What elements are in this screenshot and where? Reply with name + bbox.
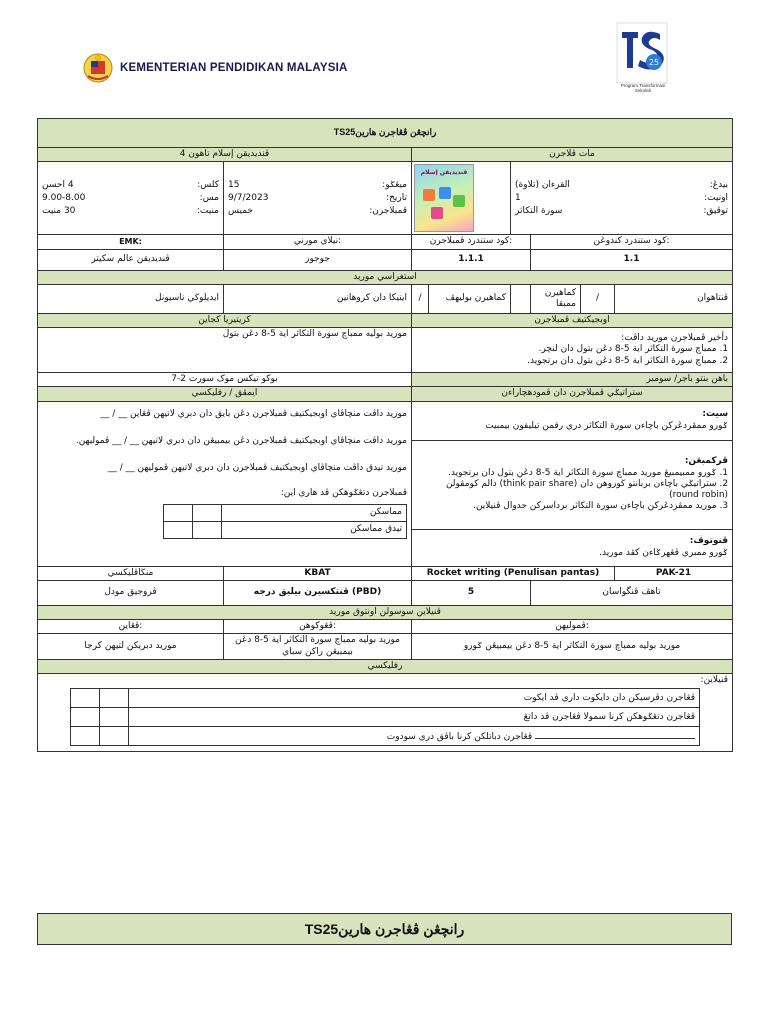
set-induction: سيت: ݢورو ممڤردڠركن باچاءن سورة التكاثر دري رقمن تيليفون بيمبيت [412,401,733,440]
footer-title-table [37,913,732,945]
ministry-header [82,52,348,84]
infusion-row: ايديلوڬي ناسيونل ايتيكا دان كروهانين / كماهيرن بوليهڤ كماهيرن ممبقا / ڤنتاهوان [38,284,733,313]
levels-header: ڤنيلاين سوسولن اونتوق مورید [38,605,733,619]
nilai-value: جوجور [224,249,412,270]
development-steps: ڤركمبڠن: 1. ݢورو ممبيمبيڠ مورید ممباچ سورة التكاثر اية 5-8 دڠن بتول دان برتجويد. 2. ستراتيݢي باچاءن بربانتو ڬوروهن دان (think pair share) دالم كومڤولن (round robin) 3. مورید ممڤردڠركن باچاءن سورة التكاثر برداسركن جدوال ڤنيلاين. [412,440,733,529]
reflection-header: رفليكسي [38,659,733,673]
section-title: مات ڤلاجرن [412,148,733,162]
date-info: ميڠݢو: 15 تاريخ: 9/7/2023 ڤمبلاجرن: خميس [224,162,412,235]
textbook-cover [412,162,511,235]
logo-caption: Program Transformasi Sekolah [620,83,666,93]
objectives-header: اوبجيكتيف ڤمبلاجرن [412,313,733,327]
bbm-value: بوكو تيكس موک سورت 2-7 [38,373,412,387]
level-label-1: ڤموليهن: [412,620,733,634]
page-title: TS25رانچڠن ڤڠاجرن هارين [38,119,733,148]
sp-label: كود ستندرد ڤمبلاجرن: [412,235,531,249]
reflection-table: ڤڠاجرن دڤرسيكن دان دايكوت داري ڤد ايكوت ڤڠاجرن دتڠݢوهكن كرنا سمولا ڤڠاجرن ڤد داتڠ ڤڠاجرن دباتلكن كرنا باڤق دري سودوت [70,688,700,746]
closure: ڤنوتوڤ: ݢورو ممبري ڤڠهرݢاءن كڤد مورید. [412,529,733,566]
pbd-value: ڤروجيق مودل [38,580,224,605]
bbm-label: باهن بنتو باجر/ سومبر [412,373,733,387]
strategy-header: ستراتيݢي ڤمبلاجرن دان ڤمودهچاراءن [412,387,733,401]
criteria-text: مورید بوليه ممباچ سورة التكاثر اية 5-8 دڠن بتول [38,328,412,373]
lesson-plan-table [37,118,733,752]
objectives-list: دأخير ڤمبلاجرن مورید داڤت: 1. ممباچ سورة التكاثر اية 5-8 دڠن بتول دان لنچر. 2. ممباچ سورة التكاثر اية 5-8 دڠن بتول دان برتجويد. [412,328,733,373]
sp-value: 1.1.1 [412,249,531,270]
tp-value: 5 [412,580,531,605]
class-info: کلس: 4 احسن مس: 9.00-8.00 منيت: 30 منيت [38,162,224,235]
emk-value: ڤنديديقن عالم سكيتر [38,249,224,270]
impact-cell: مورید داڤت منچاڤاي اوبجيكتيف ڤمبلاجرن دڠن بايق دان دبري لاتيهن ڤڠاين __ / __ مورید داڤت منچاڤاي اوبجيكتيف ڤمبلاجرن دڠن بيمبيڠن دان دبري لاتيهن __ / __ ڤموليهن. مورید تيدق داڤت منچاڤاي اوبجيكتيف ڤمبلاجرن دان دبري لاتيهن ڤموليهن __ / __ ڤمبلاجرن دتڠݢوهكن ڤد هاري اين: مماسكن تيدق مماسكن [38,401,412,566]
kbat-label: KBAT [224,566,412,580]
emk-label: EMK: [38,235,224,249]
ts25-logo-icon [616,22,668,84]
criteria-header: كريتيريا كجاين [38,313,412,327]
textbook-image [414,164,474,232]
postpone-table: مماسكن تيدق مماسكن [163,504,407,539]
pak-value: Rocket writing (Penulisan pantas) [412,566,615,580]
level-label-3: ڤڠاين: [38,620,224,634]
sk-value: 1.1 [531,249,733,270]
impact-header: ايمڤق / رفليكسي [38,387,412,401]
topic-info: بيدڠ: القرءان (تلاوة) اونيت: 1 توڤيق: سورة التكاثر [511,162,733,235]
reflection-cell: ڤنيلاين: ڤڠاجرن دڤرسيكن دان دايكوت داري ڤد ايكوت ڤڠاجرن دتڠݢوهكن كرنا سمولا ڤڠاجرن ڤد داتڠ ڤڠاجرن دباتلكن كرنا باڤق دري سودوت [38,674,733,752]
pak-label: PAK-21 [615,566,733,580]
malaysia-crest-icon [82,52,114,84]
subject-title: ڤنديديقن إسلام تاهون 4 [38,148,412,162]
svg-text:25: 25 [648,58,660,67]
textbook-title: ڤنديديقن إسلام [420,169,468,177]
nilai-label: نيلاي مورني: [224,235,412,249]
level-text-3: مورید دبريكن لتيهن كرجا [38,634,224,660]
kbat-value: منڬاڤليكسي [38,566,224,580]
ministry-name: KEMENTERIAN PENDIDIKAN MALAYSIA [120,62,348,74]
infusion-header: استغراسي مورید [38,270,733,284]
level-text-2: مورید بوليه ممباچ سورة التكاثر اية 5-8 دڠن بيمبيڠن راكن سباي [224,634,412,660]
tp-label: تاهڤ ڤنگواسان [531,580,733,605]
level-label-2: ڤڠوكوهن: [224,620,412,634]
footer-title: TS25رانچڠن ڤڠاجرن هارين [38,914,732,945]
level-text-1: مورید بوليه ممباچ سورة التكاثر اية 5-8 دڠن بيمبيڠن ݢورو [412,634,733,660]
pbd-label: ڤنتكسيرن بيليق درجه (PBD) [224,580,412,605]
sk-label: كود ستندرد كندوڠن: [531,235,733,249]
